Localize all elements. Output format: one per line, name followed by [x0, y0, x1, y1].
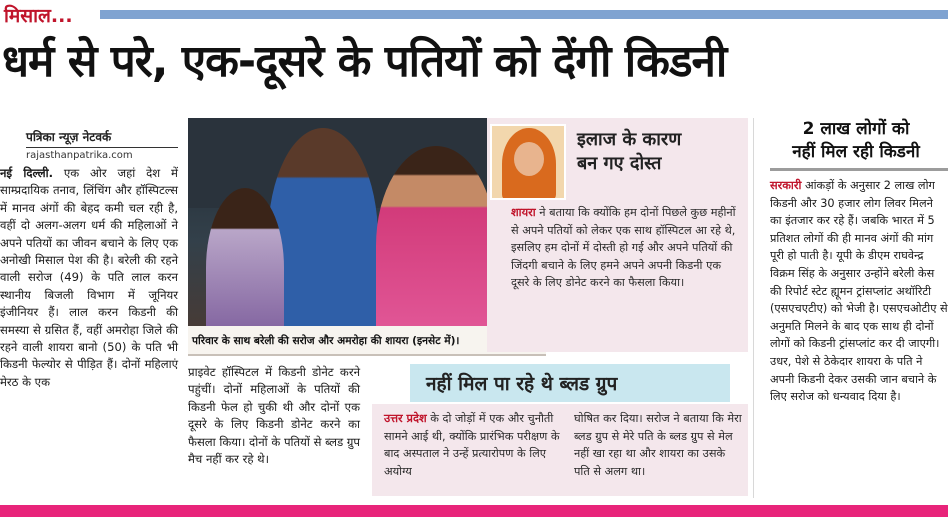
right-heading-line1: 2 लाख लोगों को — [802, 119, 910, 139]
subsection-text-left — [384, 410, 564, 480]
sidebar-heading-line2: बन गए दोस्त — [577, 153, 662, 174]
right-lead: सरकारी — [770, 179, 802, 192]
top-bar — [0, 0, 948, 30]
subsection-box — [372, 404, 748, 496]
sidebar-text: ने बताया कि क्योंकि हम दोनों पिछले कुछ महीनों से अपने पतियों को लेकर एक साथ हॉस्पिटल आ रहे थे, इसलिए हम दोनों में दोस्ती हो गई और अपने पतियों की जिंदगी बचाने के लिए हमने अपने अपनी किडनी एक दूसरे के लिए डोनेट करने का फैसला किया। — [511, 206, 736, 290]
sidebar-heading — [577, 128, 681, 176]
right-heading-rule — [770, 168, 948, 171]
right-body — [760, 177, 948, 406]
column-divider — [753, 118, 754, 498]
subsection-lead: उत्तर प्रदेश — [384, 412, 427, 425]
right-heading — [760, 118, 948, 164]
article-body-left — [0, 165, 178, 391]
photo-man-figure — [268, 128, 378, 342]
right-column — [760, 118, 948, 406]
article-body-middle: प्राइवेट हॉस्पिटल में किडनी डोनेट करने पहुंचीं। दोनों महिलाओं के पतियों की किडनी फेल हो चुकी थी और दोनों एक दूसरे के लिए किडनी डोनेट करने का फैसला किया। दोनों के पतियों से ब्लड ग्रुप मैच नहीं कर रहे थे। — [188, 365, 360, 467]
subsection-left-text: के दो जोड़ों में एक और चुनौती सामने आई थी, क्योंकि प्रारंभिक परीक्षण के बाद अस्पताल ने उन्हें प्रत्यारोपण के लिए अयोग्य — [384, 412, 560, 478]
byline-rule — [26, 147, 178, 148]
byline-agency: पत्रिका न्यूज़ नेटवर्क — [26, 130, 112, 144]
sidebar-body — [511, 204, 739, 292]
subsection-banner — [410, 364, 730, 402]
subsection-heading: नहीं मिल पा रहे थे ब्लड ग्रुप — [426, 373, 618, 395]
dateline: नई दिल्ली. — [0, 166, 53, 180]
photo-woman-figure — [376, 146, 496, 342]
bottom-accent-bar — [0, 505, 948, 517]
right-text: आंकड़ों के अनुसार 2 लाख लोग किडनी और 30 हजार लोग लिवर मिलने का इंतजार कर रहे हैं। जबकि भारत में 5 प्रतिशत लोगों की ही मानव अंगों की मांग पूरी हो पाती है। यूपी के डीएम राघवेन्द्र विक्रम सिंह के अनुसार उन्होंने बरेली केस की रिपोर्ट स्टेट ह्यूमन ट्रांसप्लांट अथॉरिटी (एसएचएटीए) को भेजी है। एसएचओटीए से अनुमति मिलने के बाद एक साथ ही दोनों लोगों को किडनी ट्रांसप्लांट कर दी जाएगी। उधर, पेशे से ठेकेदार शायरा के पति ने अपनी किडनी देकर उसकी जान बचाने के लिए सरोज को धन्यवाद दिया है। — [770, 179, 948, 404]
byline-website: rajasthanpatrika.com — [26, 150, 133, 161]
article-text-left: एक ओर जहां देश में साम्प्रदायिक तनाव, लिंचिंग और हॉस्पिटल्स में मानव अंगों की बेहद कमी चल रही है, वहीं दो अलग-अलग धर्म की महिलाओं ने अपने पतियों का जीवन बचाने के लिए एक अनोखी मिसाल पेश की है। बरेली की रहने वाली सरोज (49) के पति लाल करन स्थानीय बिजली विभाग में जूनियर इंजीनियर हैं। लाल करन किडनी की समस्या से ग्रसित हैं, वहीं अमरोहा जिले की रहने वाली शायरा बानो (50) के पति भी किडनी फेल्योर से पीड़ित हैं। दोनों महिलाएं मेरठ के एक — [0, 166, 178, 389]
right-heading-line2: नहीं मिल रही किडनी — [792, 142, 920, 162]
sidebar-heading-line1: इलाज के कारण — [577, 129, 682, 150]
sidebar-lead: शायरा — [511, 206, 536, 219]
kicker-label: मिसाल... — [4, 5, 73, 27]
photo-girl-figure — [206, 188, 284, 342]
photo-caption: परिवार के साथ बरेली की सरोज और अमरोहा की शायरा (इनसेट में)। — [192, 335, 460, 347]
left-column — [0, 128, 178, 391]
header-rule — [100, 10, 948, 19]
inset-portrait — [490, 124, 566, 200]
headline: धर्म से परे, एक-दूसरे के पतियों को देंगी किडनी — [2, 36, 727, 87]
subsection-text-right: घोषित कर दिया। सरोज ने बताया कि मेरा ब्लड ग्रुप से मेरे पति के ब्लड ग्रुप से मेल नहीं खा रहा था और शायरा का उसके पति से अलग था। — [574, 412, 742, 478]
inset-face — [514, 142, 544, 176]
